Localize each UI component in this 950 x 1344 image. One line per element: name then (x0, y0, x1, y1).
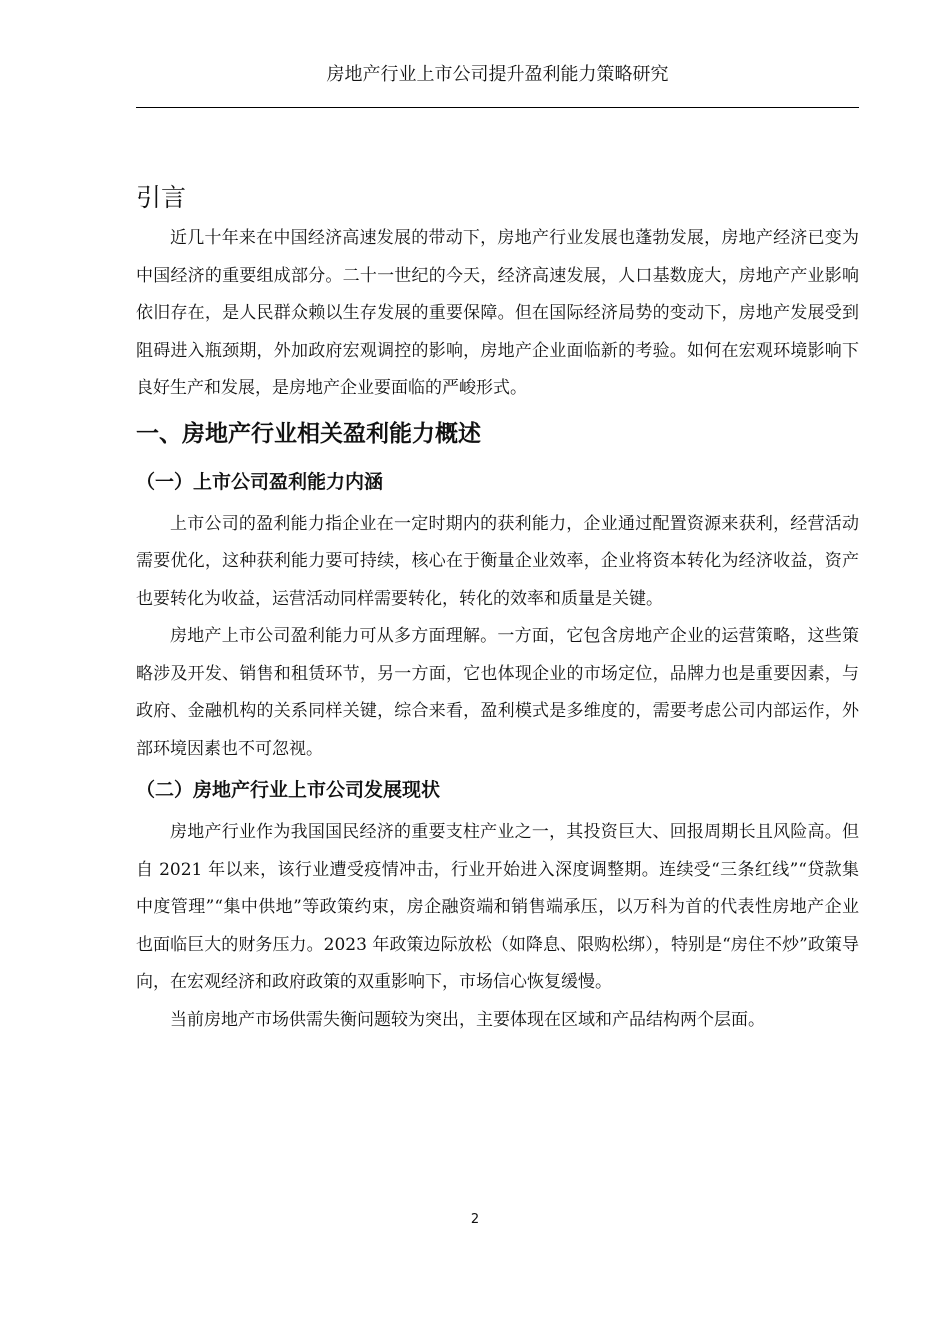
header-divider (136, 107, 859, 108)
subsection-2-paragraph-2: 当前房地产市场供需失衡问题较为突出，主要体现在区域和产品结构两个层面。 (170, 1009, 765, 1030)
intro-paragraph: 近几十年来在中国经济高速发展的带动下，房地产行业发展也蓬勃发展，房地产经济已变为中国经济的重要组成部分。二十一世纪的今天，经济高速发展，人口基数庞大，房地产产业影响依旧存在，是人民群众赖以生存发展的重要保障。但在国际经济局势的变动下，房地产发展受到阻碍进入瓶颈期，外加政府宏观调控的影响，房地产企业面临新的考验。如何在宏观环境影响下良好生产和发展，是房地产企业要面临的严峻形式。 (136, 228, 859, 398)
subsection-2-heading: （二）房地产行业上市公司发展现状 (136, 779, 441, 801)
page-number: 2 (470, 1212, 480, 1227)
document-body (136, 176, 859, 1039)
subsection-1-paragraph-2: 房地产上市公司盈利能力可从多方面理解。一方面，它包含房地产企业的运营策略，这些策略涉及开发、销售和租赁环节，另一方面，它也体现企业的市场定位，品牌力也是重要因素，与政府、金融机构的关系同样关键，综合来看，盈利模式是多维度的，需要考虑公司内部运作，外部环境因素也不可忽视。 (136, 626, 859, 759)
subsection-1-paragraph-1: 上市公司的盈利能力指企业在一定时期内的获利能力，企业通过配置资源来获利，经营活动需要优化，这种获利能力要可持续，核心在于衡量企业效率，企业将资本转化为经济收益，资产也要转化为收益，运营活动同样需要转化，转化的效率和质量是关键。 (136, 513, 859, 609)
intro-heading: 引言 (136, 183, 187, 212)
running-header-title: 房地产行业上市公司提升盈利能力策略研究 (326, 64, 669, 85)
subsection-2-paragraph-1: 房地产行业作为我国国民经济的重要支柱产业之一，其投资巨大、回报周期长且风险高。但自 2021 年以来，该行业遭受疫情冲击，行业开始进入深度调整期。连续受“三条红线”“贷款集中度管理”“集中供地”等政策约束，房企融资端和销售端承压，以万科为首的代表性房地产企业也面临巨大的财务压力。2023 年政策边际放松（如降息、限购松绑），特别是“房住不炒”政策导向，在宏观经济和政府政策的双重影响下，市场信心恢复缓慢。 (136, 822, 859, 992)
subsection-1-heading: （一）上市公司盈利能力内涵 (136, 470, 384, 493)
section-1-heading: 一、房地产行业相关盈利能力概述 (136, 420, 481, 447)
